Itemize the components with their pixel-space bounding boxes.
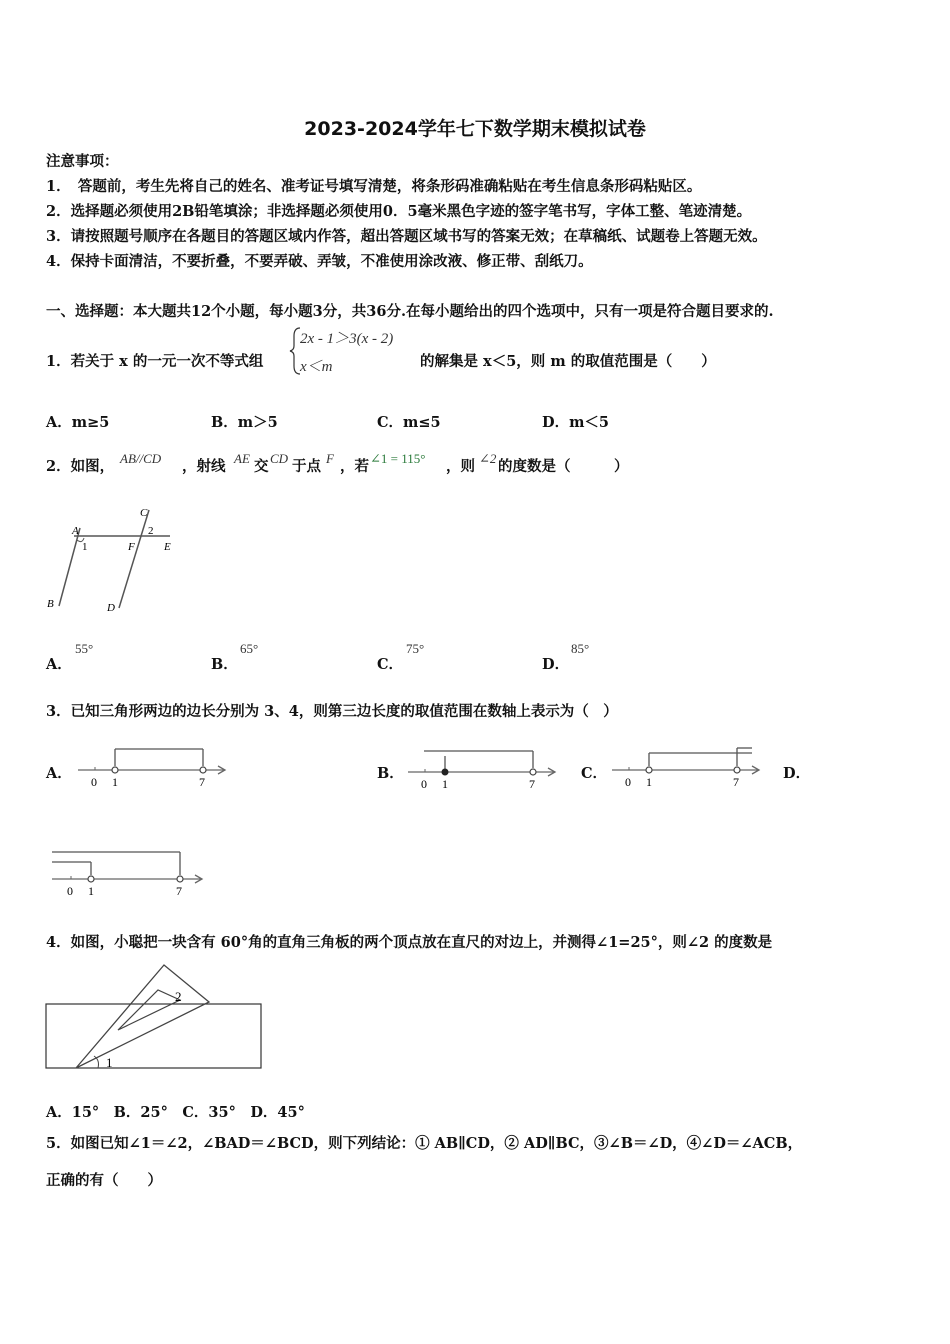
q2-text-6: ，则 (446, 458, 475, 475)
q1-option-d[interactable]: D．m＜5 (542, 414, 610, 431)
q5-stem: 5．如图已知∠1＝∠2，∠BAD＝∠BCD，则下列结论：① AB∥CD，② AD∥BC，③∠B＝∠D，④∠D＝∠ACB， (46, 1135, 803, 1152)
q2-option-d[interactable]: D． (542, 656, 570, 673)
q2-label-f: F (128, 541, 135, 553)
q2-label-e: E (164, 541, 171, 553)
q2-figure (44, 500, 184, 620)
section-heading: 一、选择题：本大题共12个小题，每小题3分，共36分.在每小题给出的四个选项中，只有一项是符合题目要求的. (46, 303, 774, 320)
q2-option-d-value: 85° (571, 641, 590, 656)
q2-text-4: 于点 (292, 458, 321, 475)
notice-item: 1． 答题前，考生先将自己的姓名、准考证号填写清楚，将条形码准确粘贴在考生信息条形码粘贴区。 (46, 178, 702, 195)
axis-label-1: 1 (112, 775, 118, 789)
q4-figure (44, 962, 274, 1074)
q4-options[interactable]: A．15° B．25° C．35° D．45° (46, 1104, 305, 1121)
q1-option-a[interactable]: A．m≥5 (46, 414, 110, 431)
page-title: 2023-2024学年七下数学期末模拟试卷 (304, 118, 646, 140)
q2-math-angle1: ∠1 = 115° (370, 451, 426, 466)
q1-stem: 1．若关于 x 的一元一次不等式组 (46, 353, 264, 370)
q4-stem: 4．如图，小聪把一块含有 60°角的直角三角板的两个顶点放在直尺的对边上，并测得∠1=25°，则∠2 的度数是 (46, 934, 773, 951)
q2-math-f: F (326, 451, 334, 466)
q2-label-2: 2 (148, 525, 154, 537)
q2-option-b-value: 65° (240, 641, 259, 656)
q2-math-cd: CD (270, 451, 289, 466)
q3-numberline-a[interactable] (78, 742, 238, 788)
notice-item: 4．保持卡面清洁，不要折叠，不要弄破、弄皱，不准使用涂改液、修正带、刮纸刀。 (46, 253, 593, 270)
axis-label-7: 7 (199, 775, 205, 789)
q2-option-c-value: 75° (406, 641, 425, 656)
q2-math-angle2: ∠2 (479, 451, 497, 466)
axis-label-7: 7 (529, 777, 535, 791)
q2-math-ab-cd: AB//CD (120, 451, 162, 466)
q2-text-5: ，若 (340, 458, 369, 475)
axis-label-1: 1 (88, 884, 94, 898)
q2-text-3: 交 (254, 458, 269, 475)
q2-text-7: 的度数是（ ） (498, 458, 629, 475)
q2-option-c[interactable]: C． (377, 656, 404, 673)
q2-option-a-value: 55° (75, 641, 94, 656)
notice-item: 2．选择题必须使用2B铅笔填涂；非选择题必须使用0．5毫米黑色字迹的签字笔书写，字体工整、笔迹清楚。 (46, 203, 752, 220)
q3-stem: 3．已知三角形两边的边长分别为 3、4，则第三边长度的取值范围在数轴上表示为（ ） (46, 703, 618, 720)
q3-numberline-b[interactable] (408, 742, 568, 791)
axis-label-7: 7 (733, 775, 739, 789)
notice-item: 3．请按照题号顺序在各题目的答题区域内作答，超出答题区域书写的答案无效；在草稿纸、试题卷上答题无效。 (46, 228, 767, 245)
q1-system-line1: 2x - 1＞3(x - 2) (300, 331, 394, 347)
q2-label-b: B (47, 598, 54, 610)
q4-label-1: 1 (106, 1055, 113, 1070)
q2-label-c: C (140, 507, 148, 519)
axis-label-1: 1 (442, 777, 448, 791)
q3-option-b[interactable]: B． (377, 765, 404, 782)
q4-label-2: 2 (175, 989, 182, 1004)
axis-label-0: 0 (625, 775, 631, 789)
q3-option-d[interactable]: D． (783, 765, 811, 782)
q2-label-1: 1 (82, 541, 88, 553)
q5-stem-line2: 正确的有（ ） (46, 1172, 162, 1189)
axis-label-7: 7 (176, 884, 182, 898)
q1-stem-tail: 的解集是 x＜5，则 m 的取值范围是（ ） (420, 353, 716, 370)
q3-numberline-c[interactable] (612, 742, 772, 788)
q3-option-a[interactable]: A． (46, 765, 72, 782)
q2-text-2: ，射线 (182, 458, 226, 475)
axis-label-0: 0 (421, 777, 427, 791)
axis-label-0: 0 (67, 884, 73, 898)
q2-option-b[interactable]: B． (211, 656, 238, 673)
q1-system-line2: x＜m (300, 359, 333, 375)
axis-label-0: 0 (91, 775, 97, 789)
q2-label-a: A (72, 525, 79, 537)
q3-option-c[interactable]: C． (581, 765, 608, 782)
q1-option-c[interactable]: C．m≤5 (377, 414, 441, 431)
q2-label-d: D (107, 602, 115, 614)
axis-label-1: 1 (646, 775, 652, 789)
q2-math-ae: AE (234, 451, 250, 466)
q2-text-1: 2．如图， (46, 458, 115, 475)
notice-heading: 注意事项： (46, 153, 119, 170)
q1-option-b[interactable]: B．m＞5 (211, 414, 278, 431)
q2-stem (46, 457, 114, 477)
q2-option-a[interactable]: A． (46, 656, 72, 673)
q3-numberline-d[interactable] (52, 848, 212, 896)
